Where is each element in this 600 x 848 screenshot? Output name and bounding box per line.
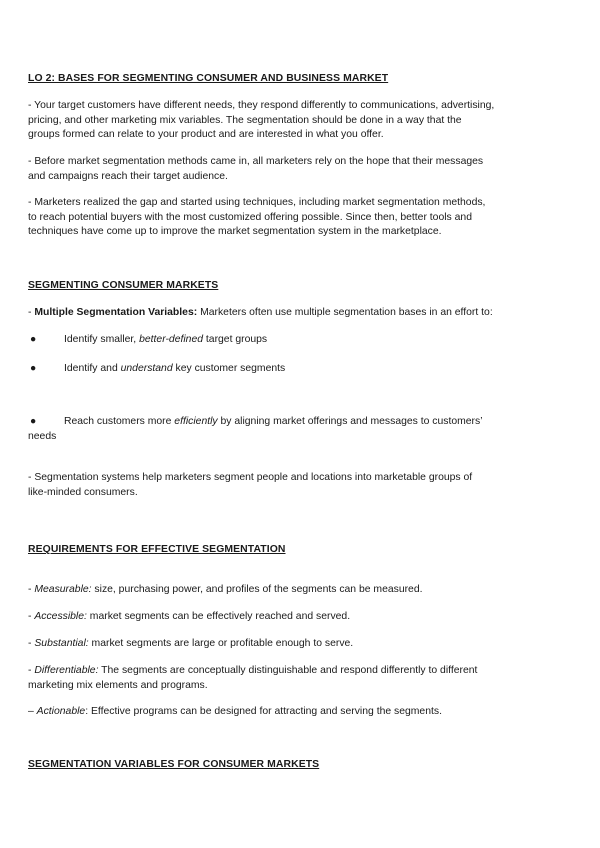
bold-label: Multiple Segmentation Variables: (34, 307, 198, 318)
bullet-text-continuation: needs (28, 430, 57, 442)
paragraph-target-customers (28, 99, 548, 143)
requirement-actionable (28, 705, 548, 720)
text-line: - Your target customers have different needs, they respond differently to communications, advertising, (28, 100, 495, 111)
text-line (28, 306, 548, 321)
text-line: pricing, and other marketing mix variables. The segmentation should be done in a way that the (28, 114, 462, 126)
emphasis: Substantial: (34, 638, 89, 649)
dash: - (28, 584, 35, 595)
text: by aligning market offerings and messages to customers’ (217, 416, 483, 427)
bullet-text (64, 333, 267, 348)
text: target groups (203, 334, 268, 345)
text-line: groups formed can relate to your product and are interested in what you offer. (28, 129, 384, 141)
heading-segmenting-consumer-markets: SEGMENTING CONSUMER MARKETS (28, 280, 219, 291)
paragraph-before-segmentation (28, 155, 548, 184)
text: Identify and (64, 363, 121, 374)
emphasis: Accessible: (34, 611, 87, 622)
bullet-text (64, 362, 285, 377)
emphasis: efficiently (174, 416, 218, 427)
paragraph-segmentation-systems (28, 471, 548, 500)
text-line: techniques have come up to improve the market segmentation system in the marketplace. (28, 226, 442, 238)
paragraph-multiple-variables (28, 306, 548, 321)
dash: - (28, 307, 35, 318)
text-line (28, 610, 548, 625)
emphasis: Differentiable: (34, 665, 99, 676)
heading-requirements: REQUIREMENTS FOR EFFECTIVE SEGMENTATION (28, 544, 286, 555)
requirement-differentiable (28, 664, 548, 693)
heading-lo2: LO 2: BASES FOR SEGMENTING CONSUMER AND BUSINESS MARKET (28, 73, 389, 84)
bullet-text (64, 415, 483, 430)
requirement-accessible (28, 610, 548, 625)
text-line: marketing mix elements and programs. (28, 679, 208, 691)
dash: - (28, 638, 35, 649)
requirement-measurable (28, 583, 548, 598)
text-line (28, 583, 548, 598)
text-line: - Segmentation systems help marketers segment people and locations into marketable groups of (28, 472, 473, 483)
bullet-icon: ● (30, 363, 37, 374)
emphasis: understand (120, 363, 173, 374)
text-line: - Before market segmentation methods came in, all marketers rely on the hope that their messages (28, 156, 484, 167)
text-line: like-minded consumers. (28, 486, 138, 498)
text-line: and campaigns reach their target audience. (28, 170, 228, 182)
heading-segmentation-variables: SEGMENTATION VARIABLES FOR CONSUMER MARKETS (28, 759, 320, 770)
paragraph-marketers-realized (28, 196, 548, 240)
text: size, purchasing power, and profiles of the segments can be measured. (91, 584, 423, 595)
text-line: - Marketers realized the gap and started using techniques, including market segmentation methods, (28, 197, 486, 208)
bullet-icon: ● (30, 416, 37, 427)
dash: - (28, 665, 35, 676)
text: market segments are large or profitable enough to serve. (88, 638, 354, 649)
requirement-substantial (28, 637, 548, 652)
text-line (28, 705, 548, 720)
text: key customer segments (172, 363, 286, 374)
text: Reach customers more (64, 416, 175, 427)
emphasis: Measurable: (34, 584, 92, 595)
text: market segments can be effectively reached and served. (86, 611, 351, 622)
text: Marketers often use multiple segmentation bases in an effort to: (197, 307, 493, 318)
text: : Effective programs can be designed for attracting and serving the segments. (85, 706, 442, 717)
bullet-icon: ● (30, 334, 37, 345)
text-line (28, 664, 548, 679)
text: The segments are conceptually distinguishable and respond differently to different (98, 665, 478, 676)
dash: – (28, 706, 37, 717)
emphasis: Actionable (36, 706, 86, 717)
text-line (28, 637, 548, 652)
dash: - (28, 611, 35, 622)
text-line: to reach potential buyers with the most customized offering possible. Since then, better tools and (28, 211, 472, 223)
text: Identify smaller, (64, 334, 140, 345)
emphasis: better-defined (139, 334, 204, 345)
